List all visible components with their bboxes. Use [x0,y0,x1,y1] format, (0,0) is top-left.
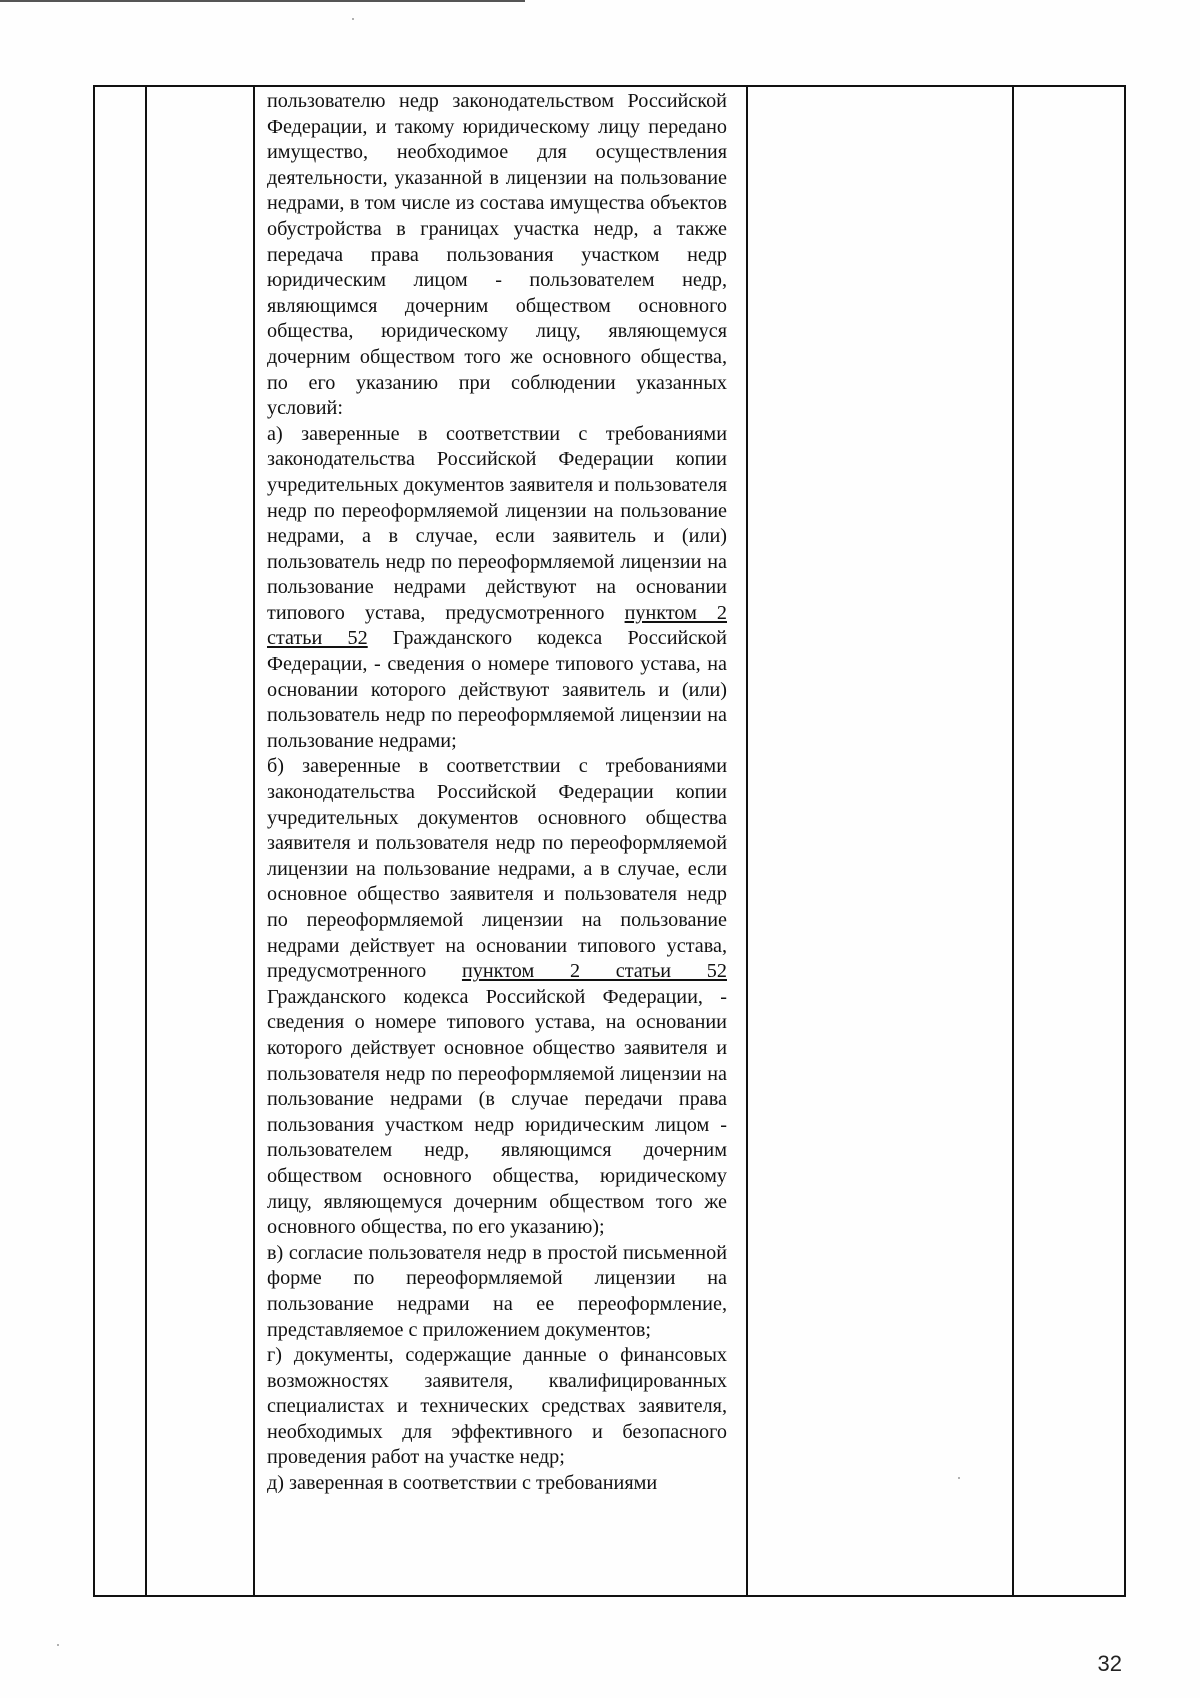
paragraph-v: в) согласие пользователя недр в простой письменной форме по переоформляемой лицензии на пользование недрами на ее переоформление, представляемое с приложением документов; [267,1241,727,1341]
table-column-divider [1012,87,1014,1595]
law-reference-link[interactable]: пунктом 2 статьи 52 [461,960,727,983]
scan-top-edge-line [0,0,525,2]
table-cell-text [267,89,727,1497]
table-column-divider [145,87,147,1595]
page-number: 32 [1097,1651,1122,1676]
table-column-divider [253,87,255,1595]
document-table [93,85,1126,1597]
scan-speck [57,1644,59,1646]
scan-speck [958,1477,960,1479]
table-column-divider [746,87,748,1595]
paragraph-g: г) документы, содержащие данные о финансовых возможностях заявителя, квалифицированных специалистах и технических средствах заявителя, необходимых для эффективного и безопасного проведения работ на участке недр; [267,1344,727,1469]
paragraph-a: а) заверенные в соответствии с требованиями законодательства Российской Федерации копии учредительных документов заявителя и пользователя недр по переоформляемой лицензии на пользование недрами, а в случае, если заявитель и (или) пользователь недр по переоформляемой лицензии на пользование недрами действуют на основании типового устава, предусмотренного пунктом 2 статьи 52 Гражданского кодекса Российской Федерации, - сведения о номере типового устава, на основании которого действуют заявитель и (или) пользователь недр по переоформляемой лицензии на пользование недрами; [267,422,727,752]
paragraph-b: б) заверенные в соответствии с требованиями законодательства Российской Федерации копии учредительных документов основного общества заявителя и пользователя недр по переоформляемой лицензии на пользование недрами, а в случае, если основное общество заявителя и пользователя недр по переоформляемой лицензии на пользование недрами действует на основании типового устава, предусмотренного пунктом 2 статьи 52 Гражданского кодекса Российской Федерации, - сведения о номере типового устава, на основании которого действует основное общество заявителя и пользователя недр по переоформляемой лицензии на пользование недрами (в случае передачи права пользования участком недр юридическим лицом - пользователем недр, являющимся дочерним обществом основного общества, юридическому лицу, являющемуся дочерним обществом того же основного общества, по его указанию); [267,755,727,1239]
law-reference-link[interactable]: пунктом 2 статьи 52 [267,601,727,650]
paragraph-intro: пользователю недр законодательством Российской Федерации, и такому юридическому лицу передано имущество, необходимое для осуществления деятельности, указанной в лицензии на пользование недрами, в том числе из состава имущества объектов обустройства в границах участка недр, а также передача права пользования участком недр юридическим лицом - пользователем недр, являющимся дочерним обществом основного общества, юридическому лицу, являющемуся дочерним обществом того же основного общества, по его указанию при соблюдении указанных условий: [267,90,727,420]
paragraph-d: д) заверенная в соответствии с требованиями [267,1472,658,1495]
scan-speck [352,18,354,20]
